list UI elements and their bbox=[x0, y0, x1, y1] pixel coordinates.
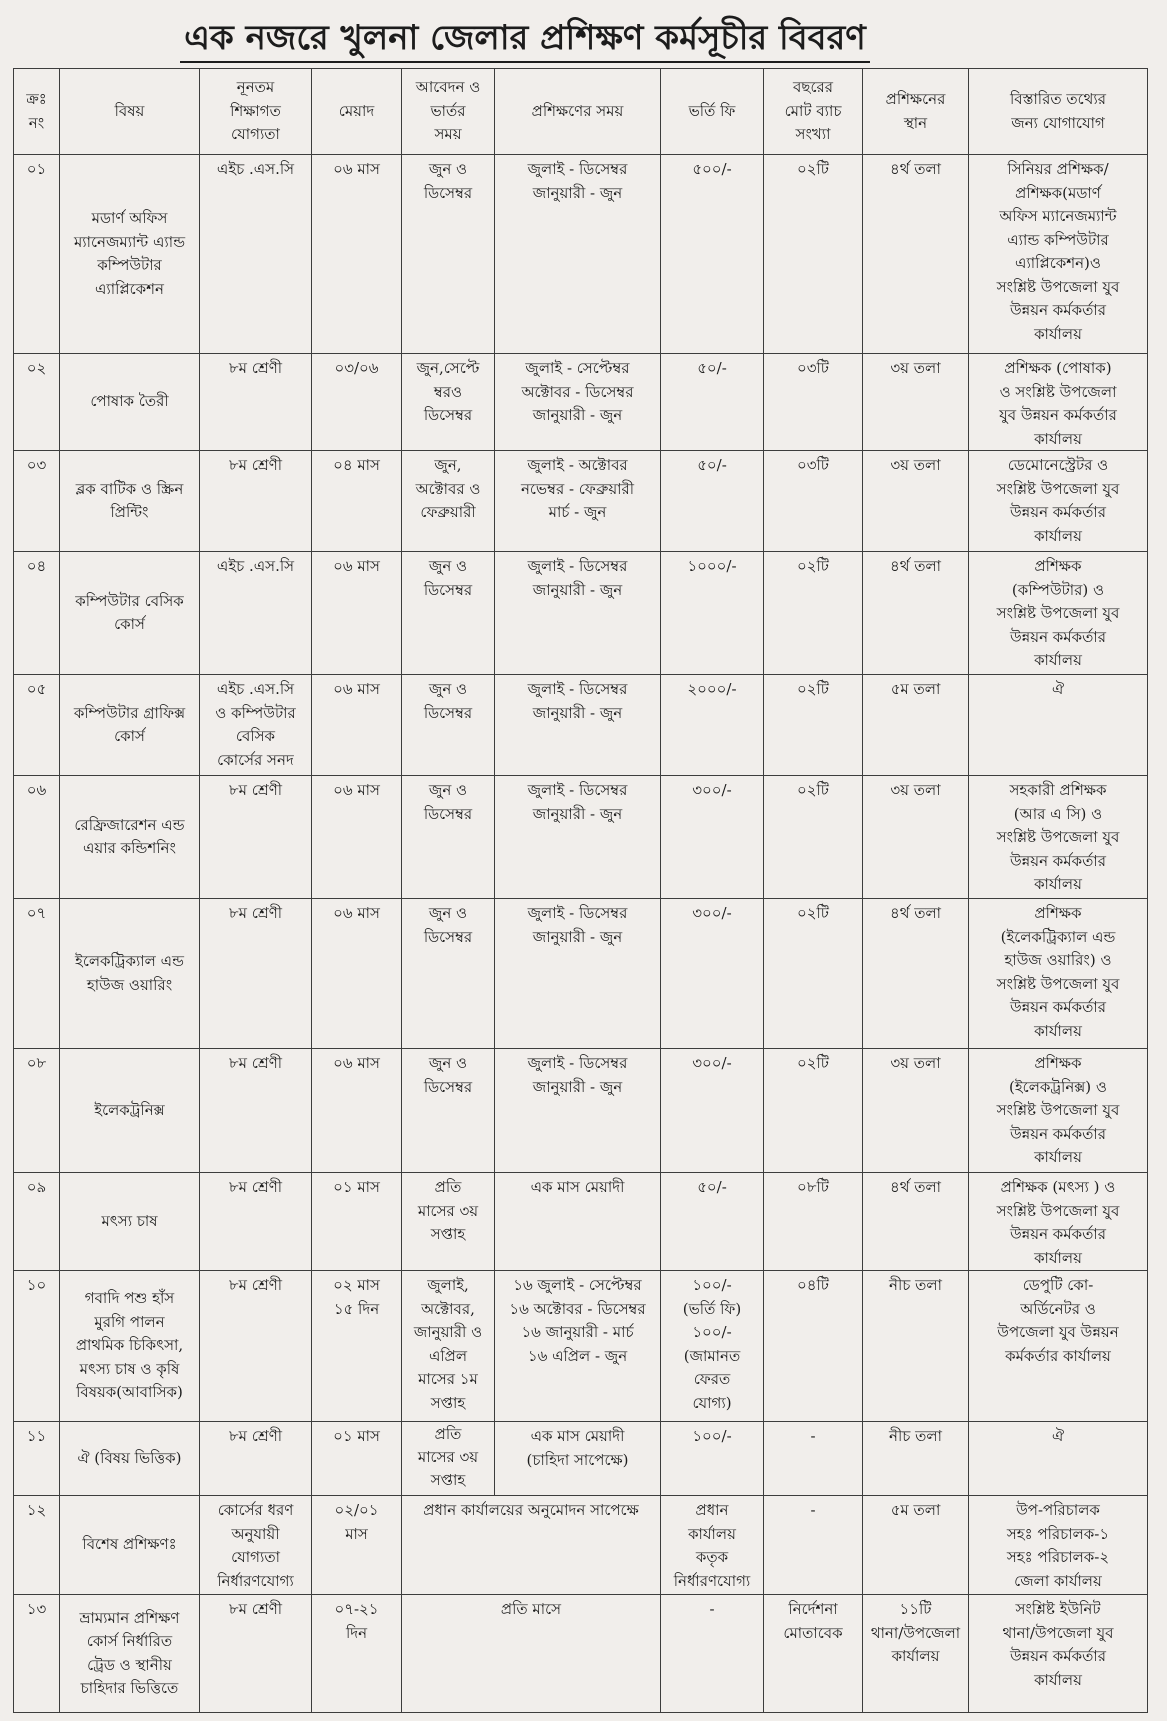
cell-fee: ৩০০/- bbox=[661, 899, 764, 1049]
cell-contact: ঐ bbox=[969, 1422, 1148, 1496]
cell-batches: ০৩টি bbox=[764, 451, 863, 552]
cell-batches: ০৪টি bbox=[764, 1271, 863, 1422]
cell-contact: প্রশিক্ষক (ইলেকট্রনিক্স) ও সংশ্লিষ্ট উপজেলা যুব উন্নয়ন কর্মকর্তার কার্যালয় bbox=[969, 1049, 1148, 1173]
header-training-period: প্রশিক্ষণের সময় bbox=[495, 69, 661, 155]
cell-batches: ০২টি bbox=[764, 1049, 863, 1173]
cell-serial: ০৪ bbox=[14, 552, 60, 675]
cell-serial: ০৩ bbox=[14, 451, 60, 552]
cell-training-period: জুলাই - সেপ্টেম্বর অক্টোবর - ডিসেম্বর জানুয়ারী - জুন bbox=[495, 354, 661, 451]
cell-batches: ০২টি bbox=[764, 776, 863, 899]
cell-duration: ০২ মাস ১৫ দিন bbox=[312, 1271, 402, 1422]
cell-qualification: ৮ম শ্রেণী bbox=[200, 776, 312, 899]
cell-venue: ৩য় তলা bbox=[863, 1049, 969, 1173]
cell-application: জুলাই, অক্টোবর, জানুয়ারী ও এপ্রিল মাসের ১ম সপ্তাহ bbox=[402, 1271, 495, 1422]
cell-serial: ১১ bbox=[14, 1422, 60, 1496]
cell-contact: প্রশিক্ষক (মৎস্য ) ও সংশ্লিষ্ট উপজেলা যুব উন্নয়ন কর্মকর্তার কার্যালয় bbox=[969, 1173, 1148, 1271]
cell-fee: ৫০/- bbox=[661, 1173, 764, 1271]
cell-subject: কম্পিউটার বেসিক কোর্স bbox=[60, 552, 200, 675]
cell-fee: ১০০/- bbox=[661, 1422, 764, 1496]
cell-fee: ৩০০/- bbox=[661, 776, 764, 899]
cell-venue: ৪র্থ তলা bbox=[863, 899, 969, 1049]
cell-fee: ১০০/- (ভর্তি ফি) ১০০/- (জামানত ফেরত যোগ্য) bbox=[661, 1271, 764, 1422]
training-program-table bbox=[13, 68, 1148, 1713]
cell-duration: ০৭-২১ দিন bbox=[312, 1595, 402, 1713]
cell-serial: ০৭ bbox=[14, 899, 60, 1049]
cell-contact: ডেমোনেস্ট্রেটর ও সংশ্লিষ্ট উপজেলা যুব উন্নয়ন কর্মকর্তার কার্যালয় bbox=[969, 451, 1148, 552]
cell-contact: প্রশিক্ষক (কম্পিউটার) ও সংশ্লিষ্ট উপজেলা যুব উন্নয়ন কর্মকর্তার কার্যালয় bbox=[969, 552, 1148, 675]
cell-training-period: জুলাই - ডিসেম্বর জানুয়ারী - জুন bbox=[495, 675, 661, 776]
cell-duration: ০১ মাস bbox=[312, 1422, 402, 1496]
cell-venue: ৫ম তলা bbox=[863, 1496, 969, 1595]
cell-training-period: ১৬ জুলাই - সেপ্টেম্বর ১৬ অক্টোবর - ডিসেম্বর ১৬ জানুয়ারী - মার্চ ১৬ এপ্রিল - জুন bbox=[495, 1271, 661, 1422]
cell-subject: ইলেকট্রনিক্স bbox=[60, 1049, 200, 1173]
cell-application: জুন ও ডিসেম্বর bbox=[402, 675, 495, 776]
cell-contact: প্রশিক্ষক (ইলেকট্রিক্যাল এন্ড হাউজ ওয়ারিং) ও সংশ্লিষ্ট উপজেলা যুব উন্নয়ন কর্মকর্তার কার্যালয় bbox=[969, 899, 1148, 1049]
cell-subject: গবাদি পশু হাঁস মুরগি পালন প্রাথমিক চিকিৎসা, মৎস্য চাষ ও কৃষি বিষয়ক(আবাসিক) bbox=[60, 1271, 200, 1422]
cell-qualification: ৮ম শ্রেণী bbox=[200, 1422, 312, 1496]
cell-fee: - bbox=[661, 1595, 764, 1713]
cell-venue: নীচ তলা bbox=[863, 1271, 969, 1422]
cell-application: প্রতি মাসের ৩য় সপ্তাহ bbox=[402, 1422, 495, 1496]
cell-contact: সংশ্লিষ্ট ইউনিট থানা/উপজেলা যুব উন্নয়ন কর্মকর্তার কার্যালয় bbox=[969, 1595, 1148, 1713]
cell-serial: ১২ bbox=[14, 1496, 60, 1595]
cell-schedule-merged: প্রতি মাসে bbox=[402, 1595, 661, 1713]
cell-application: জুন,সেপ্টে ম্বরও ডিসেম্বর bbox=[402, 354, 495, 451]
cell-training-period: জুলাই - অক্টোবর নভেম্বর - ফেব্রুয়ারী মার্চ - জুন bbox=[495, 451, 661, 552]
cell-subject: বিশেষ প্রশিক্ষণঃ bbox=[60, 1496, 200, 1595]
cell-application: জুন ও ডিসেম্বর bbox=[402, 899, 495, 1049]
cell-subject: ইলেকট্রিক্যাল এন্ড হাউজ ওয়ারিং bbox=[60, 899, 200, 1049]
cell-batches: ০৩টি bbox=[764, 354, 863, 451]
cell-serial: ০২ bbox=[14, 354, 60, 451]
cell-subject: মৎস্য চাষ bbox=[60, 1173, 200, 1271]
header-duration: মেয়াদ bbox=[312, 69, 402, 155]
cell-contact: সহকারী প্রশিক্ষক (আর এ সি) ও সংশ্লিষ্ট উপজেলা যুব উন্নয়ন কর্মকর্তার কার্যালয় bbox=[969, 776, 1148, 899]
cell-training-period: জুলাই - ডিসেম্বর জানুয়ারী - জুন bbox=[495, 899, 661, 1049]
header-application: আবেদন ও ভার্তর সময় bbox=[402, 69, 495, 155]
cell-application: জুন ও ডিসেম্বর bbox=[402, 552, 495, 675]
cell-batches: ০২টি bbox=[764, 552, 863, 675]
cell-venue: ৫ম তলা bbox=[863, 675, 969, 776]
cell-schedule-merged: প্রধান কার্যালয়ের অনুমোদন সাপেক্ষে bbox=[402, 1496, 661, 1595]
page-title-text: এক নজরে খুলনা জেলার প্রশিক্ষণ কর্মসূচীর বিবরণ bbox=[180, 16, 870, 63]
cell-training-period: এক মাস মেয়াদী (চাহিদা সাপেক্ষে) bbox=[495, 1422, 661, 1496]
cell-fee: ৩০০/- bbox=[661, 1049, 764, 1173]
cell-venue: ৪র্থ তলা bbox=[863, 155, 969, 354]
header-serial: ক্রঃ নং bbox=[14, 69, 60, 155]
cell-subject: মডার্ণ অফিস ম্যানেজম্যান্ট এ্যান্ড কম্পিউটার এ্যাপ্লিকেশন bbox=[60, 155, 200, 354]
cell-fee: ৫০/- bbox=[661, 354, 764, 451]
cell-duration: ০৬ মাস bbox=[312, 899, 402, 1049]
cell-qualification: এইচ .এস.সি ও কম্পিউটার বেসিক কোর্সের সনদ bbox=[200, 675, 312, 776]
cell-qualification: এইচ .এস.সি bbox=[200, 155, 312, 354]
cell-contact: ঐ bbox=[969, 675, 1148, 776]
cell-fee: ৫০/- bbox=[661, 451, 764, 552]
cell-qualification: ৮ম শ্রেণী bbox=[200, 1595, 312, 1713]
cell-qualification: এইচ .এস.সি bbox=[200, 552, 312, 675]
cell-qualification: ৮ম শ্রেণী bbox=[200, 1049, 312, 1173]
cell-duration: ০৬ মাস bbox=[312, 1049, 402, 1173]
header-contact: বিস্তারিত তথ্যের জন্য যোগাযোগ bbox=[969, 69, 1148, 155]
cell-serial: ১৩ bbox=[14, 1595, 60, 1713]
cell-application: জুন ও ডিসেম্বর bbox=[402, 155, 495, 354]
cell-training-period: জুলাই - ডিসেম্বর জানুয়ারী - জুন bbox=[495, 155, 661, 354]
cell-qualification: ৮ম শ্রেণী bbox=[200, 1271, 312, 1422]
cell-application: জুন ও ডিসেম্বর bbox=[402, 1049, 495, 1173]
header-qualification: নূনতম শিক্ষাগত যোগ্যতা bbox=[200, 69, 312, 155]
cell-batches: নির্দেশনা মোতাবেক bbox=[764, 1595, 863, 1713]
cell-qualification: ৮ম শ্রেণী bbox=[200, 899, 312, 1049]
cell-batches: ০২টি bbox=[764, 899, 863, 1049]
cell-batches: - bbox=[764, 1496, 863, 1595]
cell-venue: ৪র্থ তলা bbox=[863, 1173, 969, 1271]
cell-training-period: জুলাই - ডিসেম্বর জানুয়ারী - জুন bbox=[495, 1049, 661, 1173]
cell-qualification: ৮ম শ্রেণী bbox=[200, 354, 312, 451]
cell-training-period: জুলাই - ডিসেম্বর জানুয়ারী - জুন bbox=[495, 552, 661, 675]
cell-application: প্রতি মাসের ৩য় সপ্তাহ bbox=[402, 1173, 495, 1271]
cell-venue: নীচ তলা bbox=[863, 1422, 969, 1496]
cell-batches: - bbox=[764, 1422, 863, 1496]
cell-serial: ০৯ bbox=[14, 1173, 60, 1271]
cell-venue: ৪র্থ তলা bbox=[863, 552, 969, 675]
cell-serial: ১০ bbox=[14, 1271, 60, 1422]
cell-venue: ৩য় তলা bbox=[863, 776, 969, 899]
cell-fee: প্রধান কার্যালয় কতৃক নির্ধারণযোগ্য bbox=[661, 1496, 764, 1595]
cell-qualification: ৮ম শ্রেণী bbox=[200, 1173, 312, 1271]
cell-application: জুন ও ডিসেম্বর bbox=[402, 776, 495, 899]
cell-qualification: কোর্সের ধরণ অনুযায়ী যোগ্যতা নির্ধারণযোগ্য bbox=[200, 1496, 312, 1595]
cell-duration: ০৬ মাস bbox=[312, 776, 402, 899]
cell-subject: রেফ্রিজারেশন এন্ড এয়ার কন্ডিশনিং bbox=[60, 776, 200, 899]
cell-duration: ০৬ মাস bbox=[312, 552, 402, 675]
cell-duration: ০৬ মাস bbox=[312, 155, 402, 354]
cell-venue: ৩য় তলা bbox=[863, 354, 969, 451]
cell-fee: ৫০০/- bbox=[661, 155, 764, 354]
cell-training-period: জুলাই - ডিসেম্বর জানুয়ারী - জুন bbox=[495, 776, 661, 899]
cell-fee: ২০০০/- bbox=[661, 675, 764, 776]
cell-qualification: ৮ম শ্রেণী bbox=[200, 451, 312, 552]
cell-fee: ১০০০/- bbox=[661, 552, 764, 675]
cell-contact: ডেপুটি কো- অর্ডিনেটর ও উপজেলা যুব উন্নয়ন কর্মকর্তার কার্যালয় bbox=[969, 1271, 1148, 1422]
cell-training-period: এক মাস মেয়াদী bbox=[495, 1173, 661, 1271]
cell-batches: ০২টি bbox=[764, 155, 863, 354]
cell-serial: ০১ bbox=[14, 155, 60, 354]
cell-serial: ০৮ bbox=[14, 1049, 60, 1173]
cell-duration: ০৬ মাস bbox=[312, 675, 402, 776]
cell-contact: সিনিয়র প্রশিক্ষক/ প্রশিক্ষক(মডার্ণ অফিস ম্যানেজম্যান্ট এ্যান্ড কম্পিউটার এ্যাপ্লিকেশন)ও সংশ্লিষ্ট উপজেলা যুব উন্নয়ন কর্মকর্তার কার্যালয় bbox=[969, 155, 1148, 354]
cell-subject: ঐ (বিষয় ভিত্তিক) bbox=[60, 1422, 200, 1496]
cell-batches: ০২টি bbox=[764, 675, 863, 776]
page-title bbox=[150, 16, 900, 66]
cell-venue: ৩য় তলা bbox=[863, 451, 969, 552]
header-fee: ভর্তি ফি bbox=[661, 69, 764, 155]
cell-subject: কম্পিউটার গ্রাফিক্স কোর্স bbox=[60, 675, 200, 776]
cell-serial: ০৬ bbox=[14, 776, 60, 899]
cell-contact: প্রশিক্ষক (পোষাক) ও সংশ্লিষ্ট উপজেলা যুব উন্নয়ন কর্মকর্তার কার্যালয় bbox=[969, 354, 1148, 451]
cell-batches: ০৮টি bbox=[764, 1173, 863, 1271]
cell-application: জুন, অক্টোবর ও ফেব্রুয়ারী bbox=[402, 451, 495, 552]
cell-subject: ভ্রাম্যমান প্রশিক্ষণ কোর্স নির্ধারিত ট্রেড ও স্থানীয় চাহিদার ভিত্তিতে bbox=[60, 1595, 200, 1713]
cell-contact: উপ-পরিচালক সহঃ পরিচালক-১ সহঃ পরিচালক-২ জেলা কার্যালয় bbox=[969, 1496, 1148, 1595]
cell-subject: ব্লক বাটিক ও স্ক্রিন প্রিন্টিং bbox=[60, 451, 200, 552]
header-subject: বিষয় bbox=[60, 69, 200, 155]
cell-duration: ০১ মাস bbox=[312, 1173, 402, 1271]
cell-serial: ০৫ bbox=[14, 675, 60, 776]
cell-duration: ০২/০১ মাস bbox=[312, 1496, 402, 1595]
header-batches: বছরের মোট ব্যাচ সংখ্যা bbox=[764, 69, 863, 155]
cell-duration: ০৪ মাস bbox=[312, 451, 402, 552]
cell-subject: পোষাক তৈরী bbox=[60, 354, 200, 451]
cell-duration: ০৩/০৬ bbox=[312, 354, 402, 451]
header-venue: প্রশিক্ষনের স্থান bbox=[863, 69, 969, 155]
cell-venue: ১১টি থানা/উপজেলা কার্যালয় bbox=[863, 1595, 969, 1713]
